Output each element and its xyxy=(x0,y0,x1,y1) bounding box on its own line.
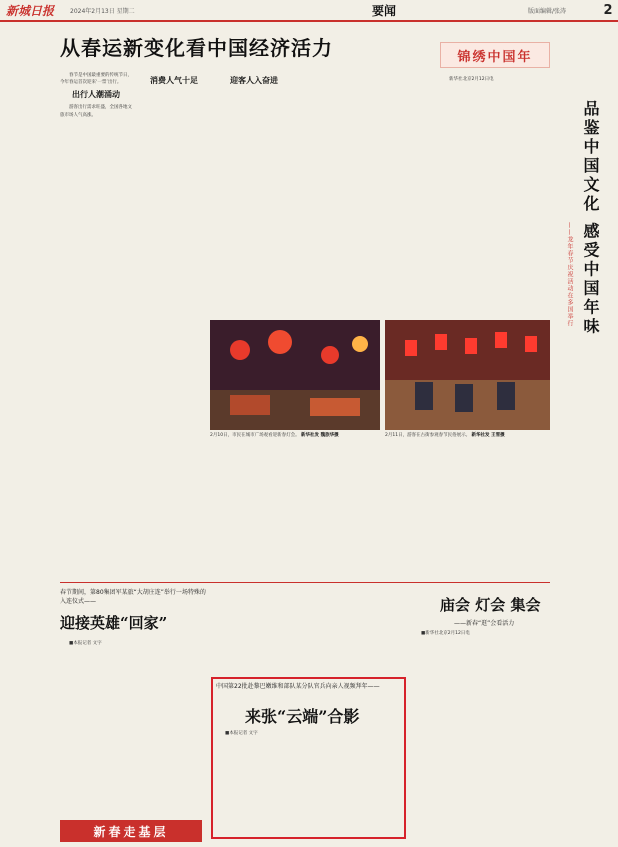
masthead: 新城日报 xyxy=(6,3,55,18)
lead-body-1: 春节是中国最重要的传统节日，今年春运首次迎来‘一票’出行。 xyxy=(60,73,132,86)
lead-column-3 xyxy=(218,72,290,312)
caption-credit-1: 新华社发 魏旅华摄 xyxy=(301,433,339,438)
side-credit: 新华社北京2月12日电 xyxy=(449,77,494,82)
lower-section-divider xyxy=(60,582,550,583)
photo-lantern-square xyxy=(210,320,380,430)
page-number: 2 xyxy=(603,2,613,18)
caption-text-2: 2月11日，游客在古街参观春节民俗展示。 xyxy=(385,433,471,438)
lower-right-column xyxy=(412,630,550,835)
side-column-2 xyxy=(500,76,556,306)
lower-center-kicker: 中国第22批赴黎巴嫩维和部队某分队官兵向亲人视频拜年—— xyxy=(216,683,380,690)
caption-credit-2: 新华社发 王雪摄 xyxy=(471,433,505,438)
side-subtitle: ——龙年春节庆祝活动在多国举行 xyxy=(566,222,573,327)
section-title: 要闻 xyxy=(371,3,396,18)
side-column-1 xyxy=(440,76,496,306)
lower-left-headline: 迎接英雄“回家” xyxy=(60,614,168,632)
brand-box xyxy=(440,42,550,68)
banner-text: 新春走基层 xyxy=(93,824,169,839)
photo-caption-1 xyxy=(210,432,380,439)
lead-subhead-1: 出行人潮涌动 xyxy=(72,90,120,100)
issue-date: 2024年2月13日 星期二 xyxy=(70,7,135,15)
feature-banner xyxy=(60,820,202,842)
caption-text-1: 2月10日，市民在城市广场观看迎新春灯会。 xyxy=(210,433,300,438)
photo-caption-2 xyxy=(385,432,550,439)
brand-text: 锦绣中国年 xyxy=(457,49,533,65)
lead-subhead-2: 消费人气十足 xyxy=(150,76,198,85)
lower-left-byline: ■本报记者 文字 xyxy=(69,641,102,646)
lower-right-headline: 庙会 灯会 集会 xyxy=(440,596,541,614)
lead-column-2 xyxy=(138,72,210,312)
lower-right-subtitle: ——新春“逛”会看活力 xyxy=(454,620,515,627)
lower-center-headline: 来张“云端”合影 xyxy=(245,707,360,726)
lead-body-2: 游客出行需求旺盛，全国各地文旅市场人气高涨。 xyxy=(60,105,132,118)
lower-left-kicker: 春节期间，第80集团军某旅“大胡庄连”举行一场特殊的入连仪式—— xyxy=(60,589,206,605)
photo-street-festival xyxy=(385,320,550,430)
lower-left-column xyxy=(60,640,202,816)
edition-editor: 版面编辑/张涛 xyxy=(528,7,567,15)
lead-headline: 从春运新变化看中国经济活力 xyxy=(60,36,333,60)
lower-right-credit: ■新华社北京2月12日电 xyxy=(421,631,470,636)
side-title: 品鉴中国文化 感受中国年味 xyxy=(581,100,600,337)
lead-subhead-3: 迎客人入奋进 xyxy=(230,76,278,85)
lead-column-1 xyxy=(60,72,132,312)
lower-center-column xyxy=(216,730,402,834)
page-header xyxy=(0,0,618,22)
lower-center-byline: ■本报记者 文字 xyxy=(225,731,258,736)
